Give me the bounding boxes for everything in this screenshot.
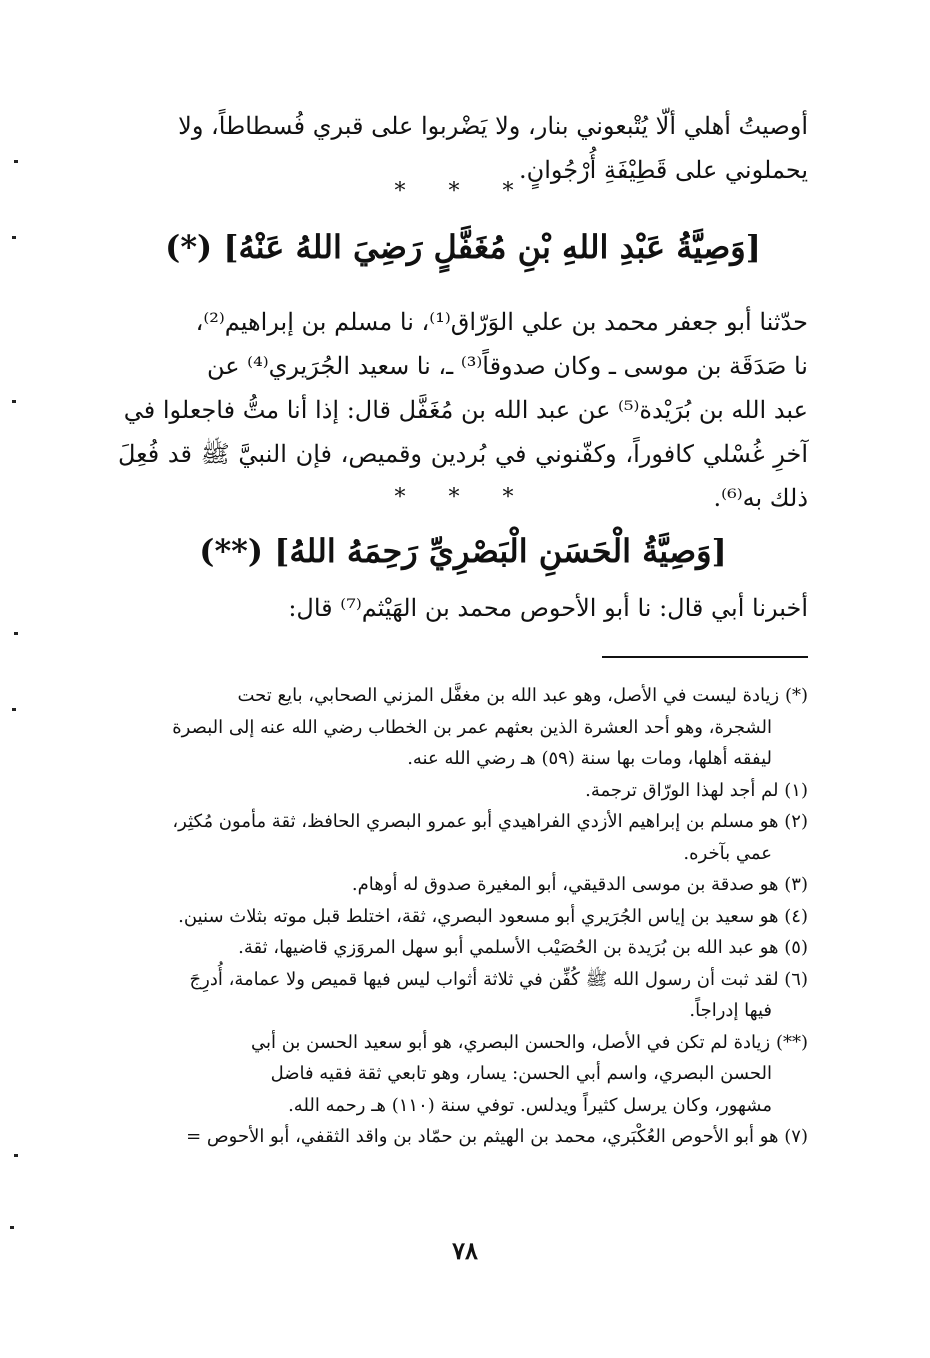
section-separator-stars: * * * bbox=[394, 485, 532, 510]
text-line: أوصيتُ أهلي ألّا يُتْبعوني بنار، ولا يَضْربوا على قبري فُسطاطاً، ولا bbox=[178, 112, 808, 140]
footnote-line: مشهور، وكان يرسل كثيراً ويدلس. توفي سنة (١١٠) هـ رحمه الله. bbox=[288, 1094, 772, 1116]
footnote-line: (*) زيادة ليست في الأصل، وهو عبد الله بن مغفَّل المزني الصحابي، بايع تحت bbox=[237, 685, 808, 706]
text-line: حدّثنا أبو جعفر محمد بن علي الوَرّاق⁽¹⁾، نا مسلم بن إبراهيم⁽²⁾، bbox=[195, 308, 808, 336]
section-separator-stars: * * * bbox=[394, 179, 532, 204]
text-line: عبد الله بن بُرَيْدة⁽⁵⁾ عن عبد الله بن مُغَفَّل قال: إذا أنا متُّ فاجعلوا في bbox=[123, 396, 808, 424]
footnote-line: (٧) هو أبو الأحوص العُكْبَري، محمد بن الهيثم بن حمّاد بن واقد الثقفي، أبو الأحوص = bbox=[186, 1126, 808, 1147]
section-heading-hasan-al-basri: [وَصِيَّةُ الْحَسَنِ الْبَصْرِيِّ رَحِمَهُ اللهُ] (**) bbox=[199, 532, 727, 570]
paragraph-will-hasan bbox=[118, 586, 808, 630]
text-line: يحملوني على قَطِيْفَةِ أُرْجُوانٍ. bbox=[518, 156, 808, 184]
text-line: نا صَدَقَة بن موسى ـ وكان صدوقاً⁽³⁾ ـ، نا سعيد الجُرَيري⁽⁴⁾ عن bbox=[206, 352, 808, 380]
text-line: آخرِ غُسْلي كافوراً، وكفّنوني في بُردين وقميص، فإن النبيَّ ﷺ قد فُعِلَ ذلك به⁽⁶⁾. bbox=[118, 440, 808, 512]
scan-speck bbox=[12, 708, 16, 711]
scan-speck bbox=[12, 236, 16, 239]
scan-speck bbox=[12, 400, 16, 403]
footnote-line: فيها إدراجاً. bbox=[689, 1000, 772, 1021]
scan-speck bbox=[14, 1154, 18, 1157]
footnote-line: (١) لم أجد لهذا الورّاق ترجمة. bbox=[585, 779, 808, 801]
footnote-line: (٤) هو سعيد بن إياس الجُرَيري أبو مسعود البصري، ثقة، اختلط قبل موته بثلاث سنين. bbox=[178, 905, 808, 927]
scan-speck bbox=[10, 1226, 14, 1229]
footnote-separator-line bbox=[602, 656, 808, 658]
scan-speck bbox=[14, 160, 18, 163]
scan-speck bbox=[14, 632, 18, 635]
footnote-line: عمي بآخره. bbox=[683, 842, 772, 864]
footnote-line: (٦) لقد ثبت أن رسول الله ﷺ كُفِّن في ثلاثة أثواب ليس فيها قميص ولا عمامة، أُدرِجَ bbox=[189, 968, 808, 990]
footnote-line: الشجرة، وهو أحد العشرة الذين بعثهم عمر بن الخطاب رضي الله عنه إلى البصرة bbox=[172, 716, 772, 738]
footnote-line: الحسن البصري، واسم أبي الحسن: يسار، وهو تابعي ثقة فقيه فاضل bbox=[270, 1063, 772, 1084]
footnote-line: (٢) هو مسلم بن إبراهيم الأزدي الفراهيدي أبو عمرو البصري الحافظ، ثقة مأمون مُكثِر، bbox=[172, 811, 808, 832]
text-line: أخبرنا أبي قال: نا أبو الأحوص محمد بن الهَيْثم⁽⁷⁾ قال: bbox=[288, 594, 808, 622]
footnote-line: (٣) هو صدقة بن موسى الدقيقي، أبو المغيرة صدوق له أوهام. bbox=[351, 874, 808, 895]
page-number: ٧٨ bbox=[452, 1236, 478, 1265]
footnotes bbox=[118, 680, 808, 1153]
footnote-line: ليفقه أهلها، ومات بها سنة (٥٩) هـ رضي الله عنه. bbox=[407, 748, 772, 769]
section-heading-abdullah-ibn-mughaffal: [وَصِيَّةُ عَبْدِ اللهِ بْنِ مُغَفَّلٍ رَضِيَ اللهُ عَنْهُ] (*) bbox=[165, 228, 761, 266]
footnote-line: (٥) هو عبد الله بن بُرَيدة بن الحُصَيْب الأسلمي أبو سهل المروَزي قاضيها، ثقة. bbox=[238, 937, 808, 958]
footnote-line: (**) زيادة لم تكن في الأصل، والحسن البصري، هو أبو سعيد الحسن بن أبي bbox=[250, 1031, 808, 1053]
